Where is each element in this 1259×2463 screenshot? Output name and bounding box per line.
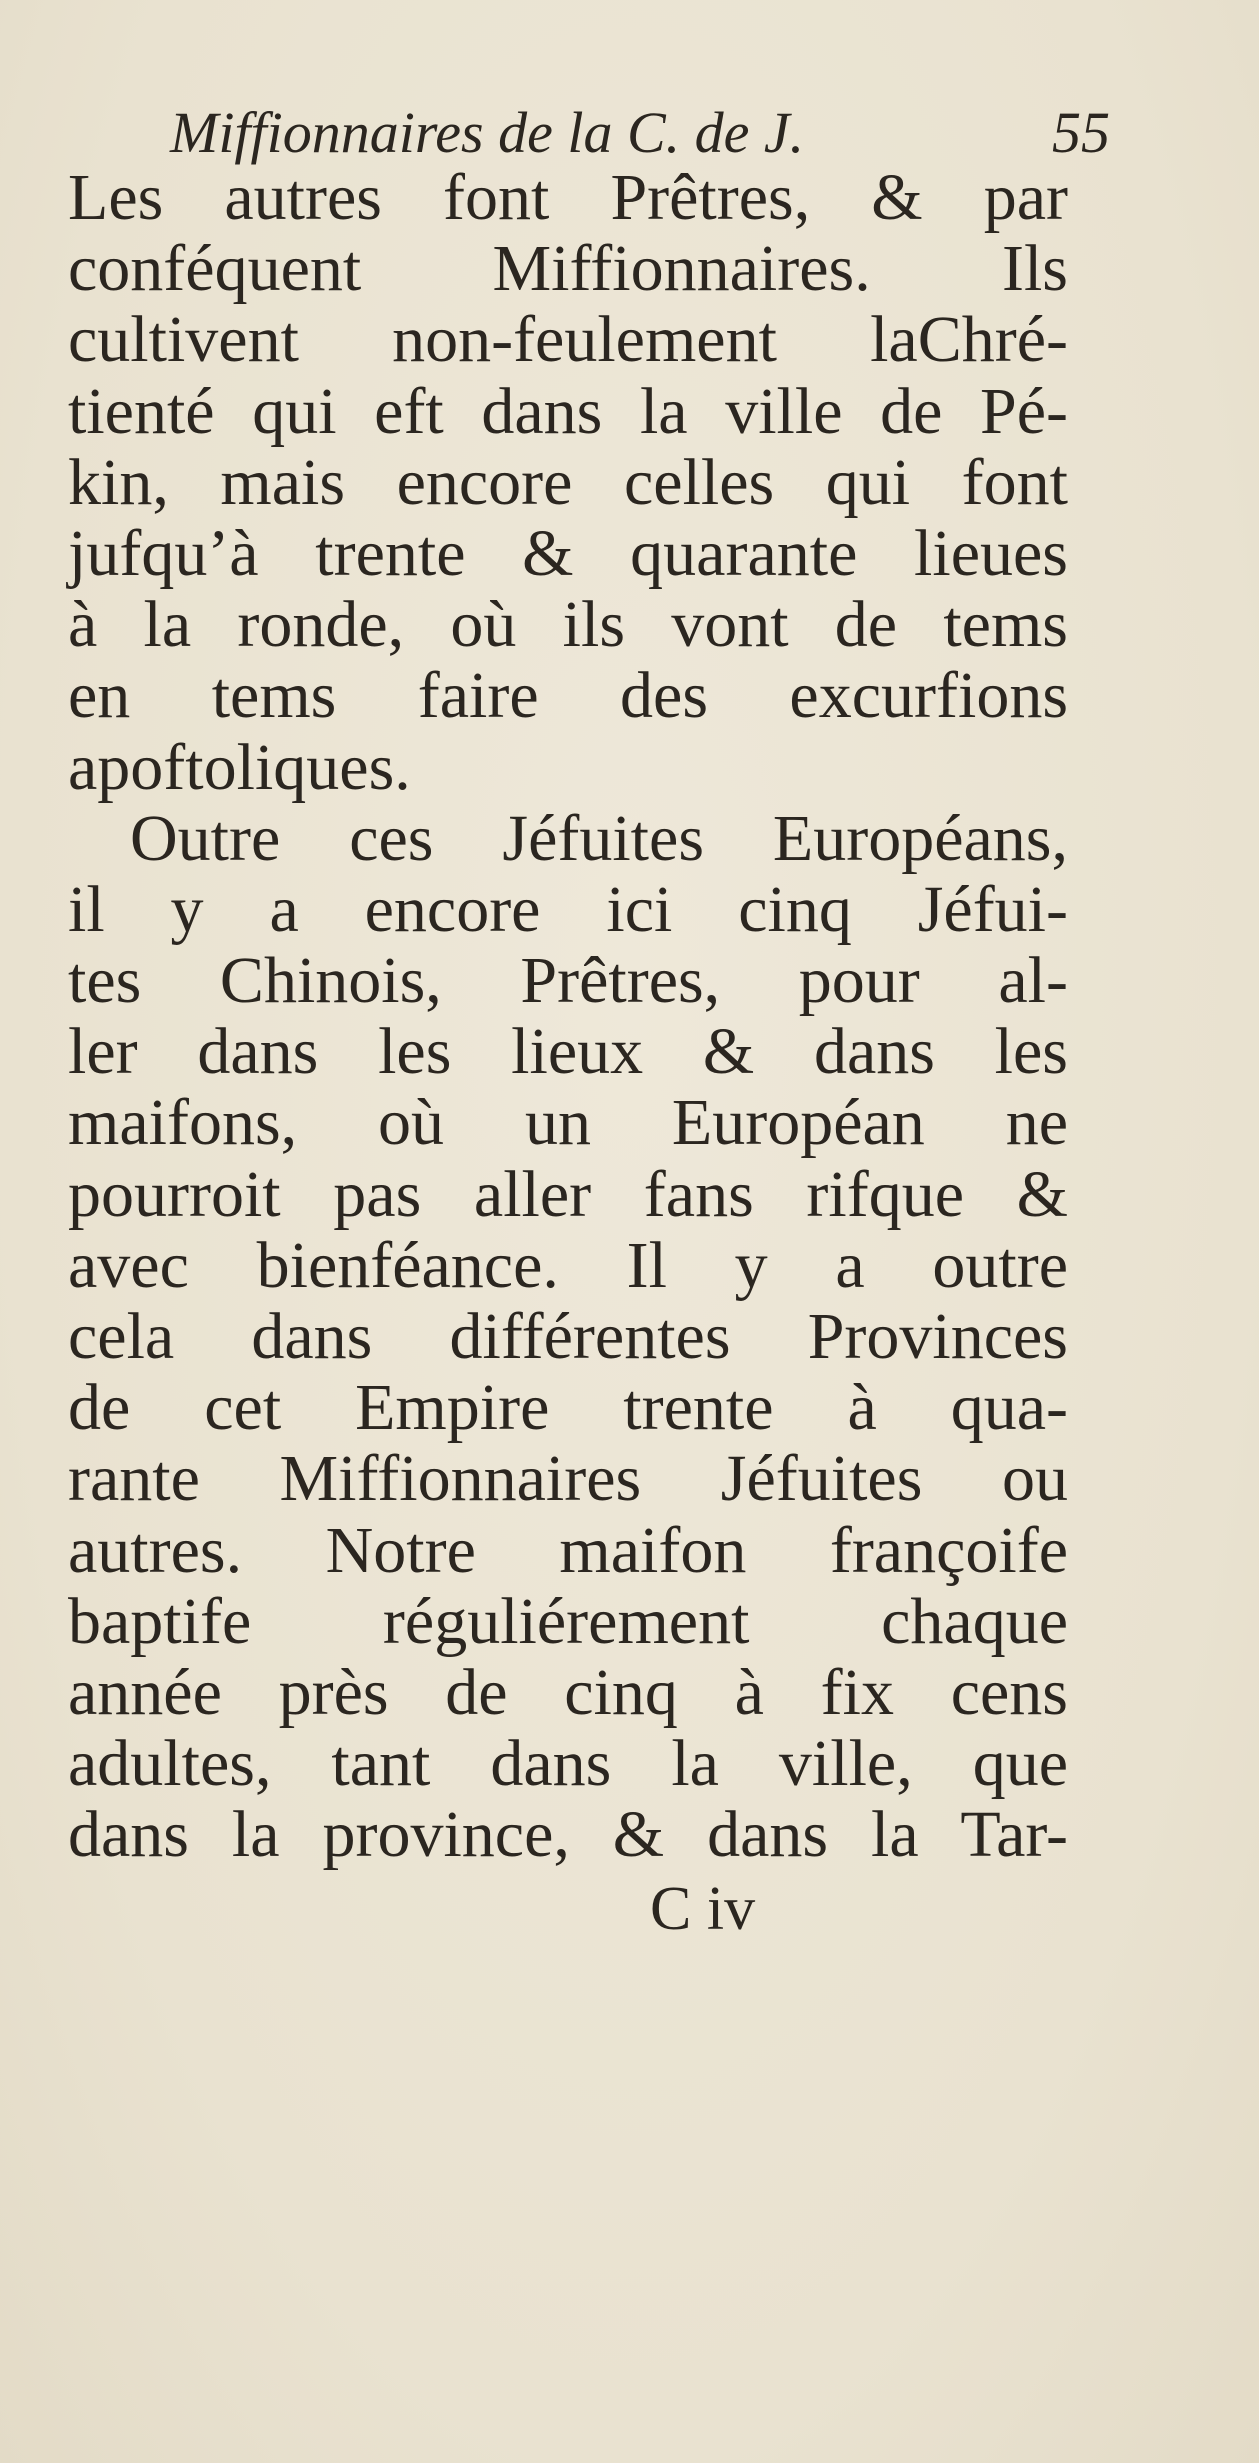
text-line: cultivent non-feulement laChré- [68,303,1068,377]
text-line: baptife réguliérement chaque [68,1584,1068,1658]
text-line: pourroit pas aller fans rifque & [68,1157,1068,1231]
text-line: tes Chinois, Prêtres, pour al- [68,944,1068,1018]
page-header [170,98,1110,168]
page-number: 55 [1052,100,1110,165]
text-line: année près de cinq à fix cens [68,1655,1068,1729]
text-line: de cet Empire trente à qua- [68,1371,1068,1445]
text-line: Les autres font Prêtres, & par [68,161,1068,234]
text-line: maifons, où un Européan ne [68,1086,1068,1160]
text-line: cela dans différentes Provinces [68,1300,1068,1373]
text-line: avec bienféance. Il y a outre [68,1228,1068,1302]
text-line: il y a encore ici cinq Jéfui- [68,872,1068,946]
running-title: Miffionnaires de la C. de J. [170,100,805,165]
text-line: en tems faire des excurfions [68,659,1068,733]
text-line: Outre ces Jéfuites Européans, [130,801,1068,875]
text-line: rante Miffionnaires Jéfuites ou [68,1442,1068,1516]
body-text [68,162,1068,1871]
text-line: tienté qui eft dans la ville de Pé- [68,374,1068,448]
text-line: apoftoliques. [68,730,411,804]
text-line: dans la province, & dans la Tar- [68,1798,1068,1872]
text-line: à la ronde, où ils vont de tems [68,588,1068,662]
text-line: conféquent Miffionnaires. Ils [68,232,1068,306]
text-line: kin, mais encore celles qui font [68,445,1068,519]
text-line: autres. Notre maifon françoife [68,1513,1068,1587]
text-line: ler dans les lieux & dans les [68,1015,1068,1089]
text-line: adultes, tant dans la ville, que [68,1727,1068,1801]
text-line: jufqu’à trente & quarante lieues [68,516,1068,590]
signature-mark: C iv [650,1875,756,1943]
